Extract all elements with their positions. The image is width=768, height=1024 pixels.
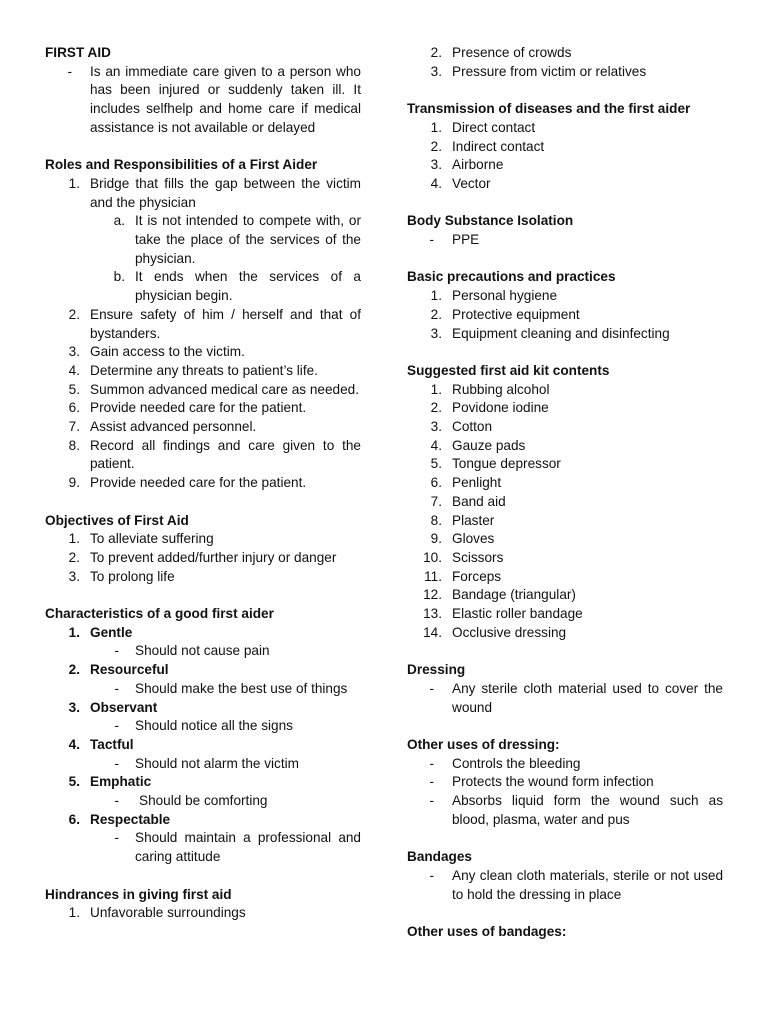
characteristics-section: [45, 605, 361, 867]
dash-bullet: -: [429, 755, 434, 771]
item-text: Controls the bleeding: [452, 755, 581, 771]
list-item: [407, 773, 723, 792]
item-number: 6.: [68, 811, 80, 827]
objectives-section: [45, 512, 361, 587]
item-text: Absorbs liquid form the wound such as blood, plasma, water and pus: [452, 793, 723, 827]
item-number: 3.: [68, 699, 80, 715]
dash-bullet: -: [114, 643, 119, 659]
item-text: Direct contact: [452, 119, 536, 135]
trait-description: [45, 680, 361, 699]
trait-description: [45, 717, 361, 736]
sub-list-item: [45, 268, 361, 305]
trait-name: Resourceful: [90, 662, 169, 678]
kit-heading: Suggested first aid kit contents: [407, 362, 610, 378]
list-item: [407, 455, 723, 474]
item-number: 2.: [430, 306, 442, 322]
item-text: Vector: [452, 175, 491, 191]
hindrances-heading: Hindrances in giving first aid: [45, 886, 232, 902]
list-item: [45, 474, 361, 493]
item-number: 4.: [430, 437, 442, 453]
first-aid-section: [45, 44, 361, 138]
definition-text: Is an immediate care given to a person who has been injured or suddenly taken ill. It includes selfhelp and home care if medical assistance is not available or delayed: [90, 63, 361, 135]
item-text: Unfavorable surroundings: [90, 905, 246, 921]
list-item: [407, 399, 723, 418]
item-text: Plaster: [452, 512, 495, 528]
precautions-heading: Basic precautions and practices: [407, 269, 616, 285]
item-number: 2.: [68, 662, 80, 678]
item-number: 14.: [423, 624, 442, 640]
list-item: [407, 755, 723, 774]
item-text: Personal hygiene: [452, 288, 558, 304]
trait-item: [45, 773, 361, 792]
item-text: Protects the wound form infection: [452, 774, 654, 790]
trait-description: [45, 792, 361, 811]
trait-description: [45, 829, 361, 866]
list-item: [45, 418, 361, 437]
item-number: 1.: [68, 905, 80, 921]
item-text: Protective equipment: [452, 306, 580, 322]
dash-bullet: -: [67, 63, 72, 79]
item-text: Provide needed care for the patient.: [90, 475, 307, 491]
list-item: [45, 399, 361, 418]
description-text: Should be comforting: [139, 793, 268, 809]
roles-heading: Roles and Responsibilities of a First Aider: [45, 157, 318, 173]
item-text: Presence of crowds: [452, 45, 572, 60]
sub-list-item: [45, 212, 361, 268]
item-text: Ensure safety of him / herself and that of bystanders.: [90, 306, 361, 341]
list-item: [45, 343, 361, 362]
item-text: Tongue depressor: [452, 456, 561, 472]
item-number: 11.: [424, 568, 442, 584]
item-number: 7.: [430, 493, 442, 509]
list-item: [407, 792, 723, 829]
item-text: Forceps: [452, 568, 502, 584]
dash-bullet: -: [429, 680, 434, 696]
trait-name: Emphatic: [90, 774, 152, 790]
first-aid-definition: [45, 63, 361, 138]
item-text: Cotton: [452, 419, 493, 434]
bsi-section: [407, 212, 723, 249]
item-number: 5.: [68, 774, 80, 790]
item-number: 9.: [430, 531, 442, 547]
list-item: [45, 530, 361, 549]
list-item: [407, 306, 723, 325]
item-text: Rubbing alcohol: [452, 381, 550, 397]
item-text: To alleviate suffering: [90, 531, 214, 547]
list-item: [407, 512, 723, 531]
item-number: 13.: [423, 606, 442, 622]
list-item: [45, 549, 361, 568]
list-item: [407, 63, 723, 82]
item-number: 12.: [423, 587, 442, 603]
item-number: 1.: [430, 119, 442, 135]
bandage-uses-section: [407, 923, 723, 942]
list-item: [407, 325, 723, 344]
dressing-uses-section: [407, 736, 723, 830]
item-number: 2.: [430, 400, 442, 416]
list-item: [407, 175, 723, 194]
item-number: 3.: [430, 325, 442, 341]
trait-description: [45, 642, 361, 661]
sub-item-text: It is not intended to compete with, or take the place of the services of the physician.: [135, 213, 361, 266]
list-item: [407, 549, 723, 568]
item-number: 6.: [430, 475, 442, 491]
bandage-uses-heading: Other uses of bandages:: [407, 923, 567, 939]
list-item: [407, 231, 723, 250]
item-number: 3.: [68, 344, 80, 360]
item-text: Gain access to the victim.: [90, 344, 245, 360]
list-item: [407, 437, 723, 456]
trait-item: [45, 736, 361, 755]
description-text: Should make the best use of things: [135, 680, 348, 696]
item-number: 2.: [68, 549, 80, 565]
dash-bullet: -: [114, 793, 119, 809]
dash-bullet: -: [114, 718, 119, 734]
transmission-section: [407, 100, 723, 194]
list-item: [407, 381, 723, 400]
item-text: Scissors: [452, 549, 504, 565]
characteristics-heading: Characteristics of a good first aider: [45, 606, 274, 622]
item-number: 2.: [430, 138, 442, 154]
list-item: [407, 624, 723, 643]
list-item: [407, 287, 723, 306]
dressing-section: [407, 661, 723, 717]
list-item: [407, 138, 723, 157]
item-number: 2.: [68, 306, 80, 322]
dressing-uses-heading: Other uses of dressing:: [407, 736, 560, 752]
precautions-section: [407, 268, 723, 343]
item-number: 2.: [430, 45, 442, 60]
item-number: 1.: [430, 381, 442, 397]
trait-name: Respectable: [90, 811, 171, 827]
dash-bullet: -: [429, 774, 434, 790]
dash-bullet: -: [429, 793, 434, 809]
item-number: 7.: [68, 419, 80, 435]
list-item: [407, 568, 723, 587]
item-number: 8.: [68, 437, 80, 453]
item-number: 5.: [430, 456, 442, 472]
first-aid-heading: FIRST AID: [45, 45, 111, 60]
dash-bullet: -: [114, 755, 119, 771]
item-number: 3.: [430, 63, 442, 79]
item-text: Elastic roller bandage: [452, 606, 583, 622]
bandages-heading: Bandages: [407, 849, 472, 865]
dash-bullet: -: [114, 680, 119, 696]
dressing-heading: Dressing: [407, 662, 466, 678]
right-column: [407, 44, 723, 960]
list-item: [407, 44, 723, 63]
item-number: 3.: [430, 157, 442, 173]
item-text: To prevent added/further injury or danger: [90, 549, 337, 565]
item-text: Bandage (triangular): [452, 587, 576, 603]
list-item: [407, 680, 723, 717]
roles-section: [45, 156, 361, 493]
objectives-heading: Objectives of First Aid: [45, 512, 189, 528]
sub-item-text: It ends when the services of a physician begin.: [135, 269, 361, 304]
trait-name: Tactful: [90, 736, 134, 752]
item-text: Gloves: [452, 531, 495, 547]
item-text: Airborne: [452, 157, 504, 173]
trait-name: Observant: [90, 699, 158, 715]
bandages-section: [407, 848, 723, 904]
trait-description: [45, 755, 361, 774]
item-number: 6.: [68, 400, 80, 416]
item-number: 1.: [68, 531, 80, 547]
item-text: Pressure from victim or relatives: [452, 63, 647, 79]
trait-item: [45, 811, 361, 830]
item-number: 4.: [430, 175, 442, 191]
list-item: [45, 306, 361, 343]
list-item: [45, 568, 361, 587]
item-text: Provide needed care for the patient.: [90, 400, 307, 416]
item-text: Indirect contact: [452, 138, 545, 154]
item-number: 3.: [68, 568, 80, 584]
list-item: [407, 867, 723, 904]
description-text: Should not cause pain: [135, 643, 270, 659]
list-item: [407, 156, 723, 175]
item-number: 9.: [68, 475, 80, 491]
list-item: [45, 362, 361, 381]
dash-bullet: -: [429, 232, 434, 247]
list-item: [407, 474, 723, 493]
item-text: Assist advanced personnel.: [90, 419, 257, 435]
item-number: 3.: [430, 419, 442, 434]
item-text: Penlight: [452, 475, 502, 491]
item-text: Any sterile cloth material used to cover the wound: [452, 680, 723, 715]
list-item: [407, 418, 723, 437]
item-number: 5.: [68, 381, 80, 397]
item-text: Band aid: [452, 493, 506, 509]
item-number: 1.: [68, 175, 80, 191]
list-item: [407, 586, 723, 605]
hindrances-continued: [407, 44, 723, 81]
item-text: To prolong life: [90, 568, 175, 584]
item-text: Determine any threats to patient’s life.: [90, 362, 318, 378]
list-item: [45, 381, 361, 400]
dash-bullet: -: [429, 867, 434, 883]
item-number: 8.: [430, 512, 442, 528]
list-item: [407, 119, 723, 138]
list-item: [45, 175, 361, 212]
item-number: 4.: [68, 736, 80, 752]
list-item: [407, 493, 723, 512]
item-number: 1.: [68, 624, 80, 640]
bsi-heading: Body Substance Isolation: [407, 213, 574, 229]
item-text: Povidone iodine: [452, 400, 549, 416]
item-text: Record all findings and care given to the patient.: [90, 437, 361, 472]
item-text: Occlusive dressing: [452, 624, 567, 640]
trait-item: [45, 624, 361, 643]
item-text: Any clean cloth materials, sterile or not used to hold the dressing in place: [452, 867, 723, 902]
transmission-heading: Transmission of diseases and the first aider: [407, 101, 691, 117]
list-item: [407, 530, 723, 549]
description-text: Should not alarm the victim: [135, 755, 299, 771]
item-text: Bridge that fills the gap between the victim and the physician: [90, 175, 361, 210]
dash-bullet: -: [114, 830, 119, 846]
list-item: [45, 904, 361, 923]
item-number: 10.: [423, 549, 442, 565]
item-text: Gauze pads: [452, 437, 526, 453]
list-item: [407, 605, 723, 624]
trait-item: [45, 699, 361, 718]
trait-name: Gentle: [90, 624, 133, 640]
left-column: [45, 44, 361, 942]
description-text: Should notice all the signs: [135, 718, 293, 734]
item-number: 4.: [68, 362, 80, 378]
trait-item: [45, 661, 361, 680]
kit-section: [407, 362, 723, 643]
item-number: 1.: [430, 288, 442, 304]
hindrances-section: [45, 886, 361, 923]
description-text: Should maintain a professional and caring attitude: [135, 830, 361, 865]
sub-item-letter: b.: [113, 269, 125, 285]
item-text: PPE: [452, 232, 480, 247]
sub-item-letter: a.: [113, 213, 125, 229]
list-item: [45, 437, 361, 474]
item-text: Summon advanced medical care as needed.: [90, 381, 360, 397]
item-text: Equipment cleaning and disinfecting: [452, 325, 670, 341]
